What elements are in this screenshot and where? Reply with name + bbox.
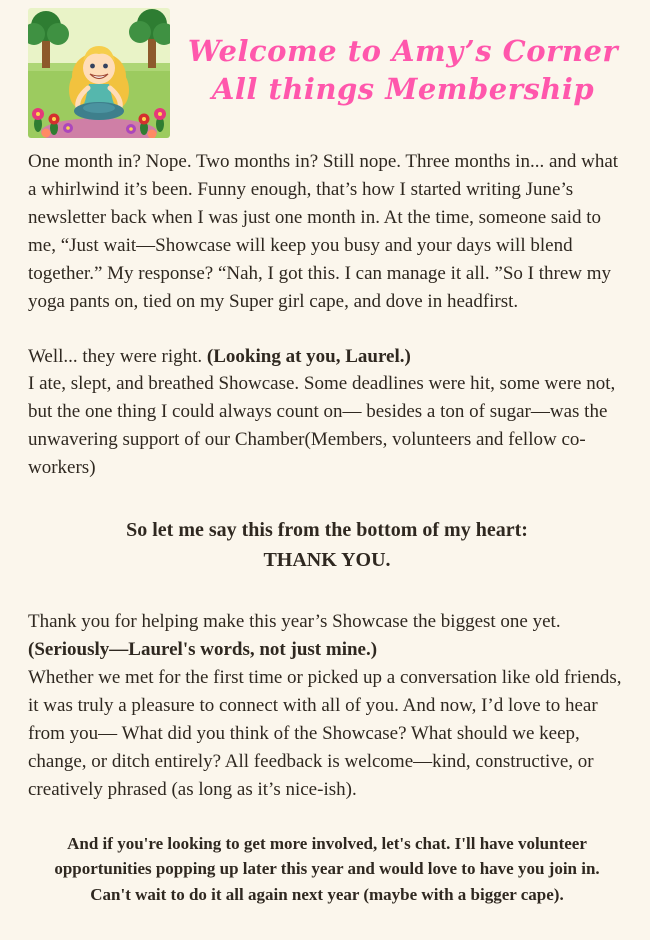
thank-you-heading-line1: So let me say this from the bottom of my heart: [126, 519, 528, 542]
closing-paragraph: And if you're looking to get more involved, let's chat. I'll have volunteer opportunities popping up later this year and would love to have you join in. Can't wait to do it all again next year (maybe with a bigger cape). [54, 833, 600, 904]
newsletter-body [28, 148, 626, 907]
feedback-paragraph-rest: Whether we met for the first time or picked up a conversation like old friends, it was truly a pleasure to connect with all of you. And now, I’d love to hear from you— What did you think of the Showcase? What should we keep, change, or ditch entirely? All feedback is welcome—kind, constructive, or creatively phrased (as long as it’s nice-ish). [28, 666, 622, 800]
feedback-paragraph [28, 608, 626, 803]
page-title-line1: Welcome to Amy’s Corner [187, 34, 619, 68]
laurels-words-bold: (Seriously—Laurel's words, not just mine.) [28, 639, 378, 661]
park-scene-illustration [28, 8, 170, 138]
intro-paragraph: One month in? Nope. Two months in? Still nope. Three months in... and what a whirlwind it’s been. Funny enough, that’s how I started writing June’s newsletter back when I was just one month in. At the time, someone said to me, “Just wait—Showcase will keep you busy and your days will blend together.” My response? “Nah, I got this. I can manage it all. ”So I threw my yoga pants on, tied on my Super girl cape, and dove in headfirst. [28, 151, 619, 312]
showcase-paragraph-rest: I ate, slept, and breathed Showcase. Some deadlines were hit, some were not, but the one thing I could always count on— besides a ton of sugar—was the unwavering support of our Chamber(Members, volunteers and fellow co- workers) [28, 373, 616, 479]
page-title [180, 8, 626, 109]
looking-at-you-laurel-bold: (Looking at you, Laurel.) [206, 345, 411, 367]
thank-you-heading [68, 515, 586, 575]
header [28, 8, 626, 138]
showcase-paragraph [28, 343, 626, 483]
feedback-paragraph-lead: Thank you for helping make this year’s Showcase the biggest one yet. [28, 611, 561, 633]
page-title-line2: All things Membership [211, 72, 595, 107]
showcase-paragraph-lead: Well... they were right. [28, 345, 207, 367]
amy-illustration [28, 8, 170, 138]
thank-you-heading-line2: THANK YOU. [263, 549, 391, 572]
